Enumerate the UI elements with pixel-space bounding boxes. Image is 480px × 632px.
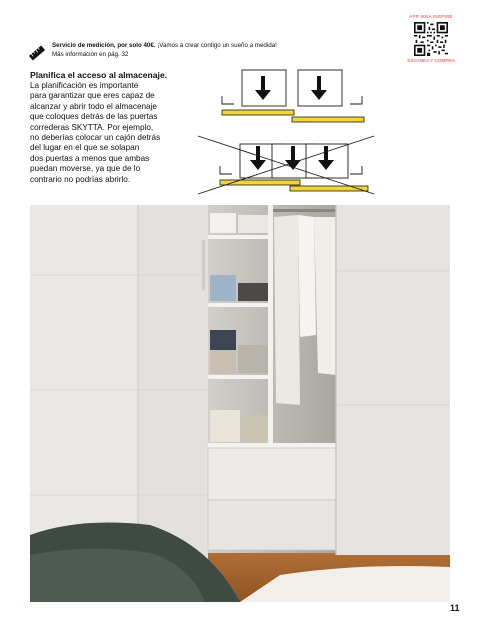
wall-right [350, 96, 362, 104]
tip-heading: Planifica el acceso al almacenaje. [30, 70, 168, 80]
qr-code-icon[interactable] [414, 22, 448, 56]
sliding-door-right [336, 205, 450, 555]
tip-line: alcanzar y abrir todo el almacenaje [30, 101, 157, 111]
service-bold: Servicio de medición, por solo 40€. [52, 42, 156, 49]
door-back [222, 110, 294, 115]
door-front [292, 117, 364, 122]
tip-line: que coloques detrás de las puertas [30, 112, 158, 122]
wall-left [220, 166, 232, 174]
tip-body [30, 81, 205, 185]
diagram-correct-placement [212, 66, 372, 128]
page-number: 11 [450, 603, 460, 613]
tip-line: puedan moverse, ya que de lo [30, 164, 141, 174]
door-handle [202, 240, 205, 290]
wardrobe-photo [30, 205, 450, 602]
tip-line: contrario no podrías abrirlo. [30, 174, 131, 184]
qr-top-label: APP IKEA INSPIRE [409, 14, 453, 19]
tip-line: correderas SKYTTA. Por ejemplo, [30, 122, 154, 132]
service-text [52, 42, 277, 59]
qr-bottom-label: ESCANEA Y COMPRA [407, 58, 455, 63]
tip-line: dos puertas a menos que ambas [30, 153, 150, 163]
tip-line: para garantizar que eres capaz de [30, 91, 155, 101]
sliding-door-left [30, 205, 208, 565]
tip-line: no deberías colocar un cajón detrás [30, 133, 161, 143]
wall-left [222, 96, 234, 104]
ruler-icon [28, 44, 46, 62]
service-more-info: Más información en pág. 32 [52, 50, 129, 58]
wall-right [350, 166, 362, 174]
tip-line: La planificación es importante [30, 81, 139, 90]
service-rest: ¡Vamos a crear contigo un sueño a medida! [155, 42, 277, 49]
tip-line: del lugar en el que se solapan [30, 143, 140, 153]
drawers [208, 448, 336, 550]
diagram-incorrect-placement [196, 132, 376, 196]
qr-block[interactable] [406, 14, 456, 63]
